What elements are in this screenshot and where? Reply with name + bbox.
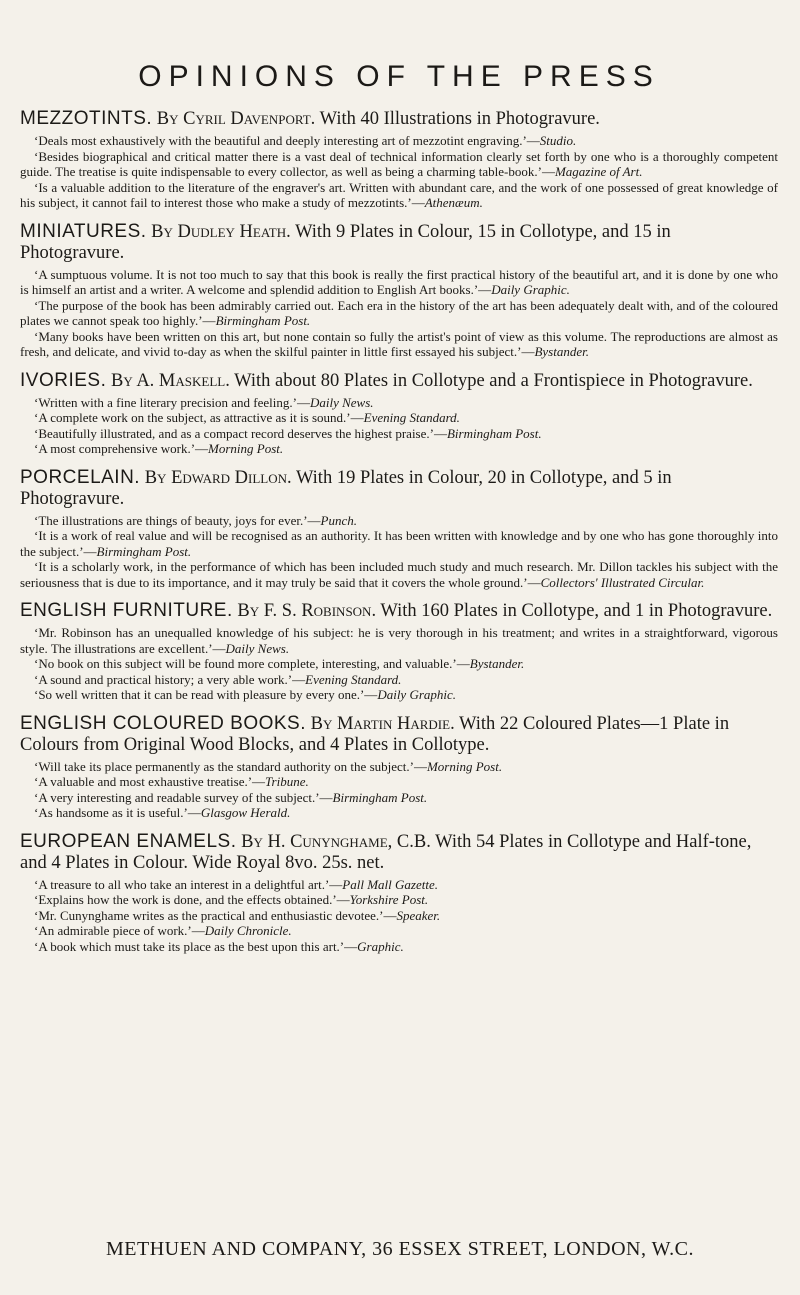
- book-subject: IVORIES.: [20, 369, 107, 391]
- quote-source: Daily News.: [309, 394, 374, 410]
- press-quote: [20, 559, 778, 590]
- book-subject: EUROPEAN ENAMELS.: [20, 830, 237, 852]
- book-entry: [20, 370, 778, 457]
- press-quote: [20, 687, 778, 703]
- press-quote: [20, 395, 778, 411]
- press-quote: [20, 939, 778, 955]
- press-quote: [20, 892, 778, 908]
- quote-source: Birmingham Post.: [332, 789, 428, 805]
- book-author: By A. Maskell.: [110, 370, 230, 391]
- quote-source: Studio.: [539, 133, 577, 148]
- quote-source: Daily News.: [225, 640, 290, 656]
- quote-text: ‘A sound and practical history; a very able work.’—: [34, 671, 306, 687]
- book-subject: MINIATURES.: [20, 220, 147, 242]
- quote-text: ‘Written with a fine literary precision and feeling.’—: [34, 394, 310, 410]
- book-heading: [20, 467, 778, 510]
- quote-text: ‘An admirable piece of work.’—: [34, 923, 205, 938]
- book-subject: ENGLISH COLOURED BOOKS.: [20, 712, 307, 734]
- quote-source: Daily Graphic.: [377, 687, 457, 702]
- book-subject: ENGLISH FURNITURE.: [20, 600, 233, 621]
- quote-source: Graphic.: [357, 938, 404, 954]
- press-quote: [20, 149, 778, 180]
- quote-source: Bystander.: [534, 344, 589, 359]
- quote-text: ‘A book which must take its place as the best upon this art.’—: [34, 938, 358, 954]
- press-quote: [20, 625, 778, 656]
- book-heading: [20, 108, 778, 130]
- book-details: With 54 Plates in Collotype and Half-tone, and 4 Plates in Colour. Wide Royal 8vo. 25s. net.: [20, 831, 752, 873]
- quote-text: ‘A complete work on the subject, as attractive as it is sound.’—: [34, 410, 364, 425]
- press-quote: [20, 908, 778, 924]
- quote-text: ‘Besides biographical and critical matter there is a vast deal of technical information clearly set forth by one who is a thoroughly competent guide. The treatise is quite indispensable to every collector, as well as being a charming table-book.’—: [20, 148, 778, 179]
- press-quote: [20, 298, 778, 329]
- quote-source: Daily Graphic.: [491, 282, 570, 297]
- book-details: With about 80 Plates in Collotype and a Frontispiece in Photogravure.: [234, 370, 753, 391]
- quote-text: ‘Many books have been written on this art, but none contain so fully the artist's point of view as this volume. The reproductions are almost as fresh, and delicate, and vivid to-day as when the skilful painter in little first essayed his subject.’—: [20, 328, 778, 359]
- quote-text: ‘Will take its place permanently as the standard authority on the subject.’—: [34, 758, 427, 774]
- press-quote: [20, 672, 778, 688]
- quote-source: Yorkshire Post.: [349, 892, 429, 907]
- book-details: With 9 Plates in Colour, 15 in Collotype, and 15 in Photogravure.: [20, 221, 671, 263]
- book-details: With 22 Coloured Plates—1 Plate in Colours from Original Wood Blocks, and 4 Plates in Collotype.: [20, 713, 730, 755]
- book-heading: [20, 600, 778, 622]
- quote-source: Morning Post.: [208, 441, 284, 456]
- book-heading: [20, 713, 778, 756]
- press-quote: [20, 923, 778, 939]
- quote-text: ‘No book on this subject will be found more complete, interesting, and valuable.’—: [34, 656, 470, 671]
- quote-text: ‘Is a valuable addition to the literature of the engraver's art. Written with abundant care, and the work of one possessed of great knowledge of his subject, it cannot fail to interest those who make a study of mezzotints.’—: [20, 179, 778, 210]
- book-entry: [20, 467, 778, 591]
- book-details: With 19 Plates in Colour, 20 in Collotype, and 5 in Photogravure.: [20, 467, 672, 509]
- quote-source: Athenæum.: [424, 195, 483, 210]
- press-quote: [20, 774, 778, 790]
- quote-source: Birmingham Post.: [96, 543, 192, 559]
- quote-source: Punch.: [320, 512, 357, 528]
- press-quote: [20, 656, 778, 672]
- quote-source: Glasgow Herald.: [200, 805, 291, 820]
- book-heading: [20, 221, 778, 264]
- quote-text: ‘A treasure to all who take an interest in a delightful art.’—: [34, 876, 343, 892]
- book-author: By Dudley Heath.: [151, 221, 291, 242]
- quote-source: Pall Mall Gazette.: [342, 876, 438, 892]
- book-subject: MEZZOTINTS.: [20, 108, 153, 129]
- quote-text: ‘It is a work of real value and will be recognised as an authority. It has been written with knowledge and by one who has gone thoroughly into the subject.’—: [20, 528, 778, 559]
- quote-source: Magazine of Art.: [554, 164, 643, 179]
- quote-text: ‘Mr. Robinson has an unequalled knowledge of his subject: he is very thorough in his treatment; and writes in a straightforward, vigorous style. The illustrations are excellent.’—: [20, 625, 778, 656]
- quote-text: ‘A valuable and most exhaustive treatise.’—: [34, 774, 266, 789]
- page-title: OPINIONS OF THE PRESS: [138, 60, 660, 93]
- quote-text: ‘A sumptuous volume. It is not too much to say that this book is really the first practical history of the beautiful art, and it is done by one who is himself an artist and a writer. A welcome and splendid addition to English Art books.’—: [20, 266, 778, 297]
- quote-source: Morning Post.: [426, 758, 503, 774]
- quote-text: ‘Deals most exhaustively with the beautiful and deeply interesting art of mezzotint engraving.’—: [34, 133, 540, 148]
- book-details: With 160 Plates in Collotype, and 1 in Photogravure.: [380, 601, 773, 621]
- book-heading: [20, 831, 778, 874]
- quote-text: ‘The purpose of the book has been admirably carried out. Each era in the history of the art has been adequately dealt with, and of the coloured plates we cannot speak too highly.’—: [20, 297, 778, 328]
- quote-source: Evening Standard.: [363, 410, 460, 425]
- quote-text: ‘As handsome as it is useful.’—: [34, 805, 201, 820]
- book-entry: [20, 831, 778, 955]
- press-quote: [20, 426, 778, 442]
- quote-text: ‘Explains how the work is done, and the effects obtained.’—: [34, 892, 350, 907]
- press-quote: [20, 759, 778, 775]
- quote-source: Collectors' Illustrated Circular.: [540, 574, 705, 590]
- quote-source: Bystander.: [469, 656, 525, 671]
- book-author: By Edward Dillon.: [144, 467, 292, 488]
- quote-text: ‘Beautifully illustrated, and as a compact record deserves the highest praise.’—: [34, 425, 447, 441]
- book-author: By Martin Hardie.: [310, 713, 455, 734]
- press-quote: [20, 877, 778, 893]
- press-quote: [20, 410, 778, 426]
- press-quote: [20, 133, 778, 149]
- press-quote: [20, 805, 778, 821]
- publisher-footer: METHUEN AND COMPANY, 36 ESSEX STREET, LONDON, W.C.: [105, 1238, 695, 1260]
- book-heading: [20, 370, 778, 392]
- book-entry: [20, 600, 778, 703]
- press-quote: [20, 790, 778, 806]
- press-quote: [20, 441, 778, 457]
- quote-text: ‘A most comprehensive work.’—: [34, 441, 209, 456]
- quote-source: Birmingham Post.: [215, 313, 311, 328]
- book-details: With 40 Illustrations in Photogravure.: [319, 109, 600, 129]
- quote-source: Daily Chronicle.: [204, 923, 292, 938]
- book-author: By F. S. Robinson.: [237, 601, 377, 621]
- quote-text: ‘So well written that it can be read with pleasure by every one.’—: [34, 687, 378, 702]
- entries-list: [20, 108, 778, 954]
- quote-text: ‘It is a scholarly work, in the performance of which has been included much study and much research. Mr. Dillon tackles his subject with the seriousness that is due to its importance, and it may truly be said that it covers the whole ground.’—: [20, 559, 778, 590]
- quote-text: ‘The illustrations are things of beauty, joys for ever.’—: [34, 512, 321, 528]
- book-entry: [20, 713, 778, 821]
- press-quote: [20, 528, 778, 559]
- press-quote: [20, 513, 778, 529]
- quote-text: ‘A very interesting and readable survey of the subject.’—: [34, 789, 333, 805]
- quote-text: ‘Mr. Cunynghame writes as the practical and enthusiastic devotee.’—: [34, 907, 397, 923]
- quote-source: Tribune.: [265, 774, 309, 789]
- quote-source: Speaker.: [396, 907, 441, 923]
- book-author: By H. Cunynghame, C.B.: [241, 831, 431, 852]
- book-subject: PORCELAIN.: [20, 466, 141, 488]
- press-quote: [20, 267, 778, 298]
- book-entry: [20, 221, 778, 360]
- quote-source: Evening Standard.: [305, 671, 402, 687]
- book-author: By Cyril Davenport.: [156, 109, 316, 129]
- book-entry: [20, 108, 778, 211]
- quote-source: Birmingham Post.: [446, 425, 542, 441]
- press-quote: [20, 329, 778, 360]
- press-quote: [20, 180, 778, 211]
